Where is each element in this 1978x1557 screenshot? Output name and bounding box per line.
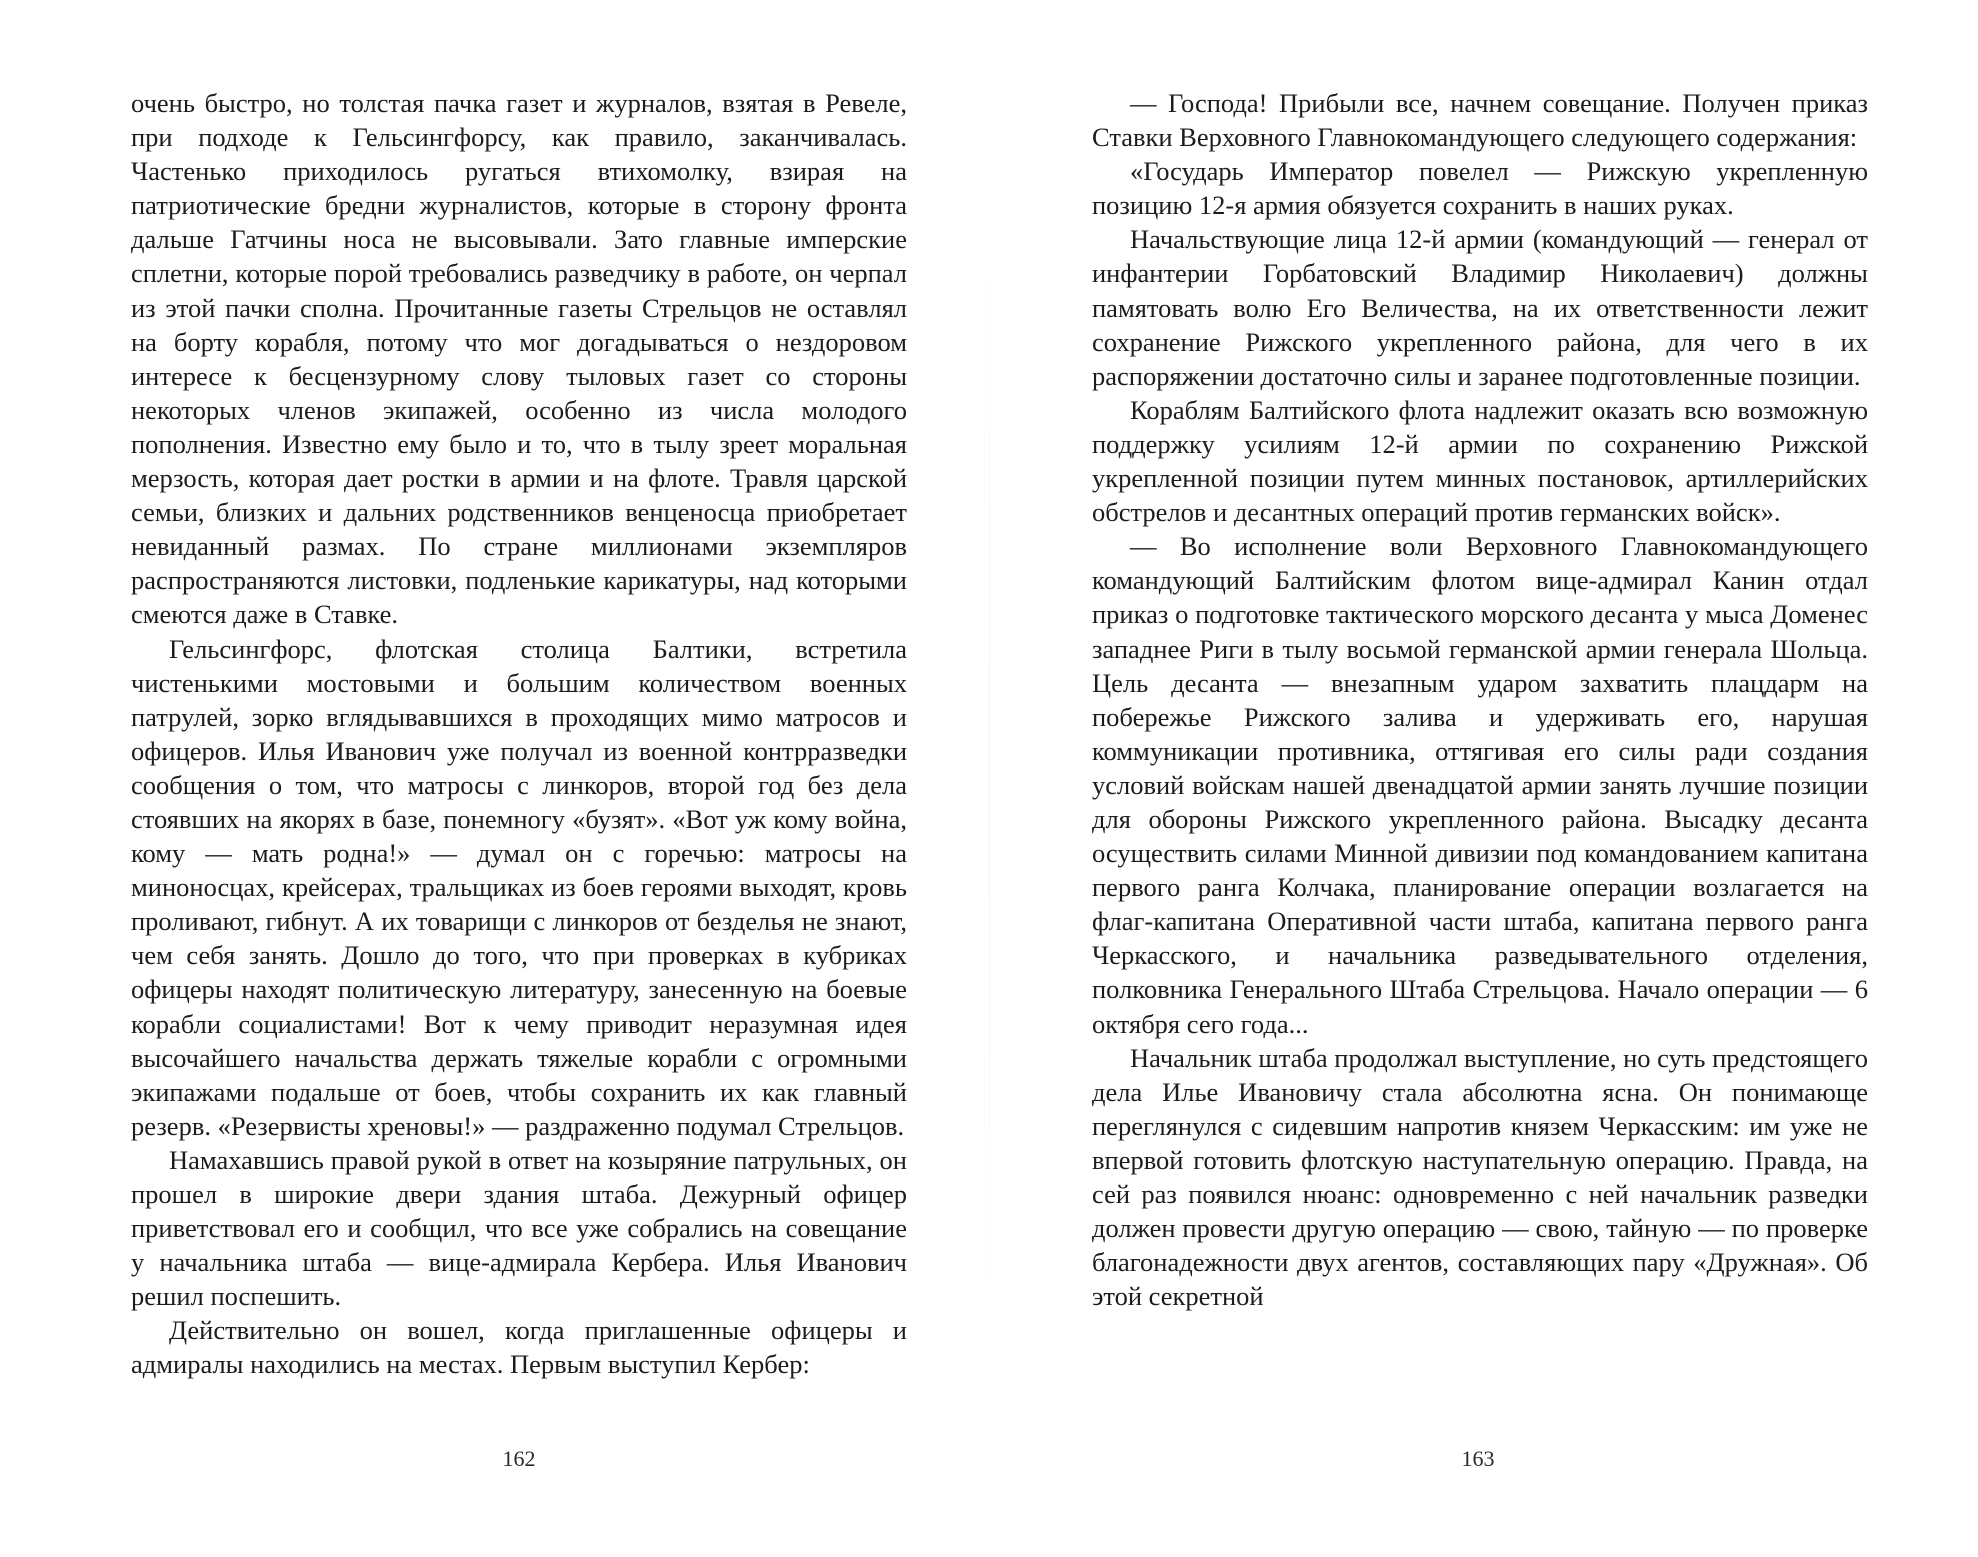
paragraph: — Господа! Прибыли все, начнем совещание. Получен приказ Ставки Верховного Главнокомандующего следующего содержания: (1092, 88, 1868, 153)
paragraph: Начальствующие лица 12-й армии (командующий — генерал от инфантерии Горбатовский Владимир Николаевич) должны памятовать волю Его Величества, на их ответственности лежит сохранение Рижского укрепленного района, для чего в их распоряжении достаточно силы и заранее подготовленные позиции. (1092, 224, 1868, 391)
paragraph: Намахавшись правой рукой в ответ на козыряние патрульных, он прошел в широкие двери здания штаба. Дежурный офицер приветствовал его и сообщил, что все уже собрались на совещание у начальника штаба — вице-адмирала Кербера. Илья Иванович решил поспешить. (131, 1144, 907, 1312)
left-page-text (131, 86, 907, 1382)
paragraph: Начальник штаба продолжал выступление, но суть предстоящего дела Илье Ивановичу стала абсолютна ясна. Он понимающе переглянулся с сидевшим напротив князем Черкасским: им уже не впервой готовить флотскую наступательную операцию. Правда, на сей раз появился нюанс: одновременно с ней начальник разведки должен провести другую операцию — свою, тайную — по проверке благонадежности двух агентов, составляющих пару «Дружная». Об этой секретной (1092, 1042, 1868, 1312)
paragraph: очень быстро, но толстая пачка газет и журналов, взятая в Ревеле, при подходе к Гельсингфорсу, как правило, заканчивалась. Частенько приходилось ругаться втихомолку, взирая на патриотические бредни журналистов, которые в сторону фронта дальше Гатчины носа не высовывали. Зато главные имперские сплетни, которые порой требовались разведчику в работе, он черпал из этой пачки сполна. Прочитанные газеты Стрельцов не оставлял на борту корабля, потому что мог догадываться о нездоровом интересе к бесцензурному слову тыловых газет со стороны некоторых членов экипажей, особенно из числа молодого пополнения. Известно ему было и то, что в тылу зреет моральная мерзость, которая дает ростки в армии и на флоте. Травля царской семьи, близких и дальних родственников венценосца приобретает невиданный размах. По стране миллионами экземпляров распространяются листовки, подленькие карикатуры, над которыми смеются даже в Ставке. (131, 88, 907, 630)
page-number-right: 163 (1461, 1446, 1495, 1471)
book-gutter (989, 0, 990, 1557)
paragraph: Гельсингфорс, флотская столица Балтики, встретила чистенькими мостовыми и большим количеством военных патрулей, зорко вглядывавшихся в проходящих мимо матросов и офицеров. Илья Иванович уже получал из военной контрразведки сообщения о том, что матросы с линкоров, второй год без дела стоявших на якорях в базе, понемногу «бузят». «Вот уж кому война, кому — мать родна!» — думал он с горечью: матросы на миноносцах, крейсерах, тральщиках из боев героями выходят, кровь проливают, гибнут. А их товарищи с линкоров от безделья не знают, чем себя занять. Дошло до того, что при проверках в кубриках офицеры находят политическую литературу, занесенную на боевые корабли социалистами! Вот к чему приводит неразумная идея высочайшего начальства держать тяжелые корабли с огромными экипажами подальше от боев, чтобы сохранить их как главный резерв. «Резервисты хреновы!» — раздраженно подумал Стрельцов. (131, 633, 907, 1141)
right-page-text (1092, 86, 1868, 1313)
paragraph: Действительно он вошел, когда приглашенные офицеры и адмиралы находились на местах. Первым выступил Кербер: (131, 1315, 907, 1380)
left-page (131, 86, 907, 1382)
paragraph: Кораблям Балтийского флота надлежит оказать всю возможную поддержку усилиям 12-й армии по сохранению Рижской укрепленной позиции путем минных постановок, артиллерийских обстрелов и десантных операций против германских войск». (1092, 394, 1868, 528)
right-page (1092, 86, 1868, 1313)
paragraph: «Государь Император повелел — Рижскую укрепленную позицию 12-я армия обязуется сохранить в наших руках. (1092, 156, 1868, 221)
paragraph: — Во исполнение воли Верховного Главнокомандующего командующий Балтийским флотом вице-адмирал Канин отдал приказ о подготовке тактического морского десанта у мыса Доменес западнее Риги в тылу восьмой германской армии генерала Шольца. Цель десанта — внезапным ударом захватить плацдарм на побережье Рижского залива и удерживать его, нарушая коммуникации противника, оттягивая его силы ради создания условий войскам нашей двенадцатой армии занять лучшие позиции для обороны Рижского укрепленного района. Высадку десанта осуществить силами Минной дивизии под командованием капитана первого ранга Колчака, планирование операции возлагается на флаг-капитана Оперативной части штаба, капитана первого ранга Черкасского, и начальника разведывательного отделения, полковника Генерального Штаба Стрельцова. Начало операции — 6 октября сего года... (1092, 531, 1868, 1039)
page-number-left: 162 (502, 1446, 536, 1471)
